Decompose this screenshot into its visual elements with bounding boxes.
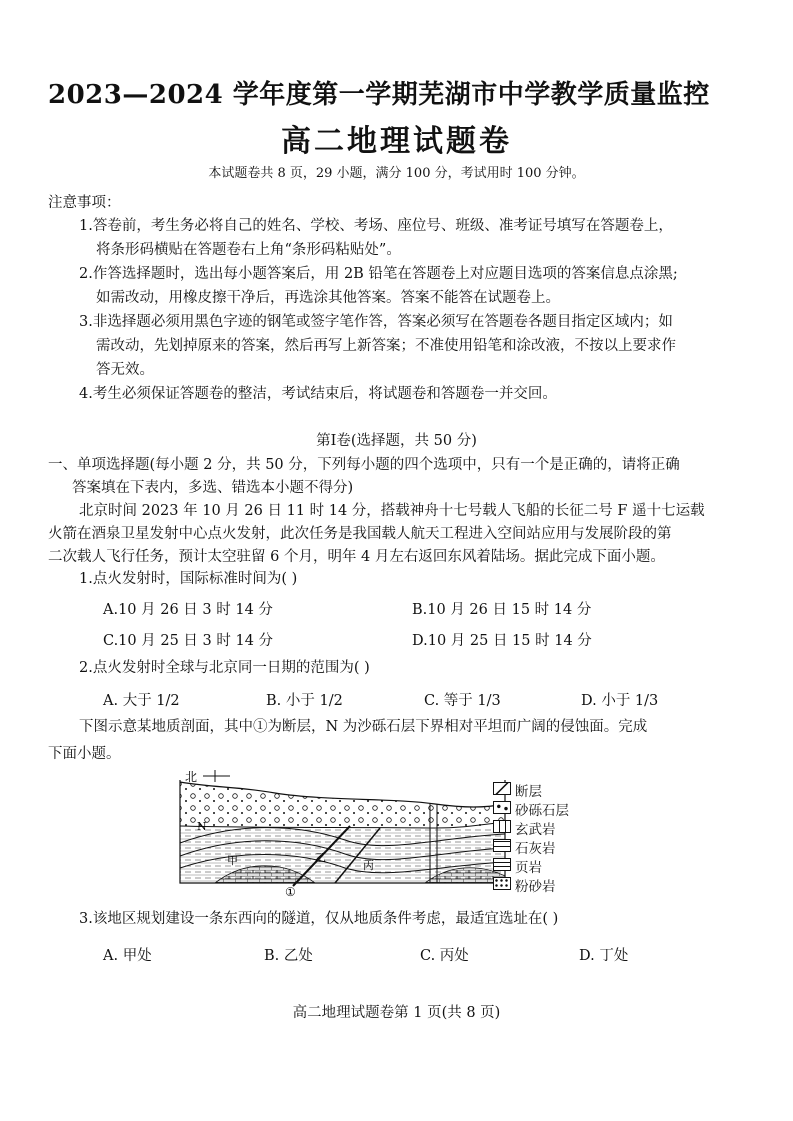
notes-heading: 注意事项： bbox=[48, 195, 121, 211]
q3-option-c[interactable]: C. 丙处 bbox=[420, 948, 469, 964]
north-label: 北 bbox=[185, 770, 198, 784]
q3-option-d[interactable]: D. 丁处 bbox=[579, 948, 629, 964]
note-line: 2.作答选择题时，选出每小题答案后，用 2B 铅笔在答题卷上对应题目选项的答案信息点涂黑; bbox=[79, 266, 678, 282]
legend-swatch-shale bbox=[493, 858, 511, 871]
legend-swatch-gravel bbox=[493, 801, 511, 814]
note-line: 答无效。 bbox=[96, 362, 154, 378]
q3-option-b[interactable]: B. 乙处 bbox=[264, 948, 313, 964]
q1-option-b[interactable]: B.10 月 26 日 15 时 14 分 bbox=[412, 602, 592, 618]
passage-line: 北京时间 2023 年 10 月 26 日 11 时 14 分，搭载神舟十七号载人飞船的长征二号 F 遥十七运载 bbox=[79, 503, 705, 519]
legend-swatch-limestone bbox=[493, 839, 511, 852]
q1-option-a[interactable]: A.10 月 26 日 3 时 14 分 bbox=[103, 602, 273, 618]
section-instructions: 一、单项选择题(每小题 2 分，共 50 分，下列每小题的四个选项中，只有一个是正确的，请将正确 bbox=[48, 457, 680, 473]
legend-item-shale: 页岩 bbox=[515, 856, 542, 876]
paper-title: 高二地理试题卷 bbox=[281, 124, 512, 159]
legend-swatch-fault bbox=[493, 782, 511, 795]
q2-option-b[interactable]: B. 小于 1/2 bbox=[266, 693, 343, 709]
legend-swatch-basalt bbox=[493, 820, 511, 833]
passage-line: 火箭在酒泉卫星发射中心点火发射，此次任务是我国载人航天工程进入空间站应用与发展阶段的第 bbox=[48, 526, 672, 542]
fault-label: ① bbox=[285, 885, 296, 898]
q2-option-c[interactable]: C. 等于 1/3 bbox=[424, 693, 501, 709]
label-bing: 丙 bbox=[363, 859, 374, 872]
label-jia: 甲 bbox=[227, 854, 238, 867]
note-line: 如需改动，用橡皮擦干净后，再选涂其他答案。答案不能答在试题卷上。 bbox=[96, 290, 560, 306]
q2-option-d[interactable]: D. 小于 1/3 bbox=[581, 693, 659, 709]
note-line: 将条形码横贴在答题卷右上角“条形码粘贴处”。 bbox=[96, 242, 401, 258]
note-line: 需改动，先划掉原来的答案，然后再写上新答案；不准使用铅笔和涂改液，不按以上要求作 bbox=[96, 338, 676, 354]
note-line: 3.非选择题必须用黑色字迹的钢笔或签字笔作答，答案必须写在答题卷各题目指定区域内；如 bbox=[79, 314, 673, 330]
q1-option-c[interactable]: C.10 月 25 日 3 时 14 分 bbox=[103, 633, 274, 649]
exam-title: 2023—2024 学年度第一学期芜湖市中学教学质量监控 bbox=[48, 80, 710, 110]
page-footer: 高二地理试题卷第 1 页(共 8 页) bbox=[292, 1005, 501, 1021]
geologic-section-figure bbox=[175, 768, 655, 898]
section-instructions-cont: 答案填在下表内，多选、错选本小题不得分) bbox=[72, 480, 354, 496]
question-1-stem: 1.点火发射时，国际标准时间为( ) bbox=[79, 571, 298, 587]
legend-item-limestone: 石灰岩 bbox=[515, 837, 556, 857]
q2-option-a[interactable]: A. 大于 1/2 bbox=[103, 693, 180, 709]
note-line: 1.答卷前，考生务必将自己的姓名、学校、考场、座位号、班级、准考证号填写在答题卷上， bbox=[79, 218, 673, 234]
q3-option-a[interactable]: A. 甲处 bbox=[103, 948, 152, 964]
label-yi: 乙 bbox=[315, 851, 326, 864]
note-line: 4.考生必须保证答题卷的整洁，考试结束后，将试题卷和答题卷一并交回。 bbox=[79, 386, 557, 402]
legend-item-basalt: 玄武岩 bbox=[515, 818, 556, 838]
question-2-stem: 2.点火发射时全球与北京同一日期的范围为( ) bbox=[79, 660, 370, 676]
question-3-stem: 3.该地区规划建设一条东西向的隧道，仅从地质条件考虑，最适宜选址在( ) bbox=[79, 911, 559, 927]
q1-option-d[interactable]: D.10 月 25 日 15 时 14 分 bbox=[412, 633, 592, 649]
legend-swatch-siltstone bbox=[493, 877, 511, 890]
label-N: N bbox=[197, 820, 207, 833]
paper-info: 本试题卷共 8 页，29 小题，满分 100 分，考试用时 100 分钟。 bbox=[208, 166, 585, 181]
passage-line: 下面小题。 bbox=[48, 746, 121, 762]
legend-item-siltstone: 粉砂岩 bbox=[515, 875, 556, 895]
legend-item-gravel: 砂砾石层 bbox=[515, 799, 569, 819]
passage-line: 二次载人飞行任务，预计太空驻留 6 个月，明年 4 月左右返回东风着陆场。据此完成下面小题。 bbox=[48, 549, 665, 565]
passage-line: 下图示意某地质剖面，其中①为断层，N 为沙砾石层下界相对平坦而广阔的侵蚀面。完成 bbox=[79, 719, 648, 735]
section-title: 第Ⅰ卷(选择题，共 50 分) bbox=[316, 433, 477, 449]
legend-item-fault: 断层 bbox=[515, 780, 542, 800]
